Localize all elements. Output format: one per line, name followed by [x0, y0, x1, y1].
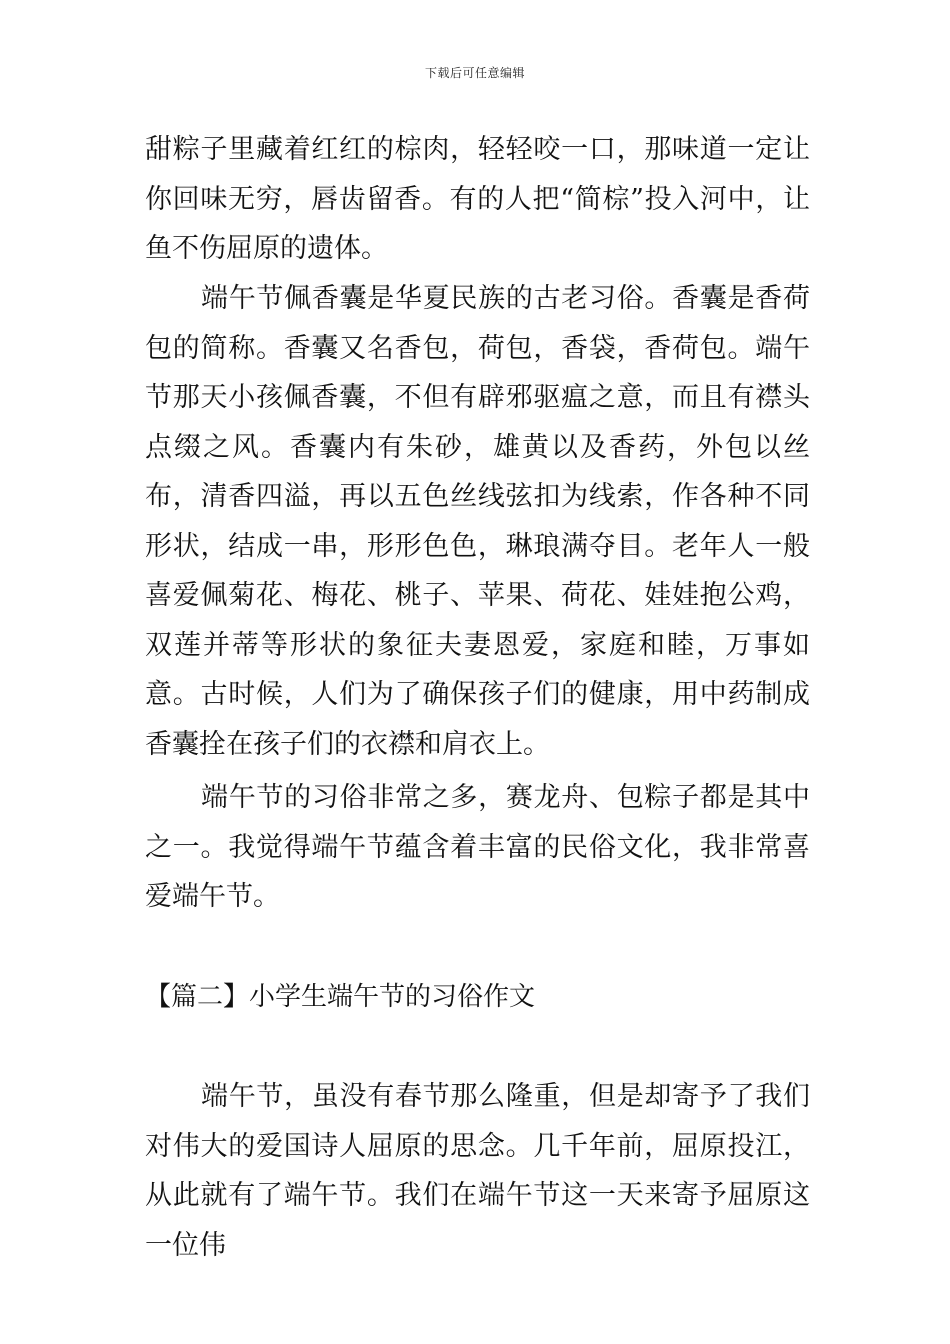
paragraph-3: 端午节的习俗非常之多，赛龙舟、包粽子都是其中之一。我觉得端午节蕴含着丰富的民俗文化，我非常喜爱端午节。 — [145, 782, 810, 912]
paragraph-4: 端午节，虽没有春节那么隆重，但是却寄予了我们对伟大的爱国诗人屈原的思念。几千年前，屈原投江，从此就有了端午节。我们在端午节这一天来寄予屈原这一位伟 — [145, 1081, 810, 1261]
header-note: 下载后可任意编辑 — [424, 66, 525, 80]
section-heading: 【篇二】小学生端午节的习俗作文 — [145, 982, 536, 1012]
paragraph-continuation — [145, 125, 810, 274]
paragraph-essay-two — [145, 1072, 810, 1270]
paragraph-1: 甜粽子里藏着红红的棕肉，轻轻咬一口，那味道一定让你回味无穷，唇齿留香。有的人把“简棕”投入河中，让鱼不伤屈原的遗体。 — [145, 134, 810, 264]
paragraph-sachet — [145, 274, 810, 769]
paragraph-2: 端午节佩香囊是华夏民族的古老习俗。香囊是香荷包的简称。香囊又名香包，荷包，香袋，香荷包。端午节那天小孩佩香囊，不但有辟邪驱瘟之意，而且有襟头点缀之风。香囊内有朱砂，雄黄以及香药，外包以丝布，清香四溢，再以五色丝线弦扣为线索，作各种不同形状，结成一串，形形色色，琳琅满夺目。老年人一般喜爱佩菊花、梅花、桃子、苹果、荷花、娃娃抱公鸡，双莲并蒂等形状的象征夫妻恩爱，家庭和睦，万事如意。古时候，人们为了确保孩子们的健康，用中药制成香囊拴在孩子们的衣襟和肩衣上。 — [145, 283, 810, 760]
paragraph-conclusion — [145, 773, 810, 922]
